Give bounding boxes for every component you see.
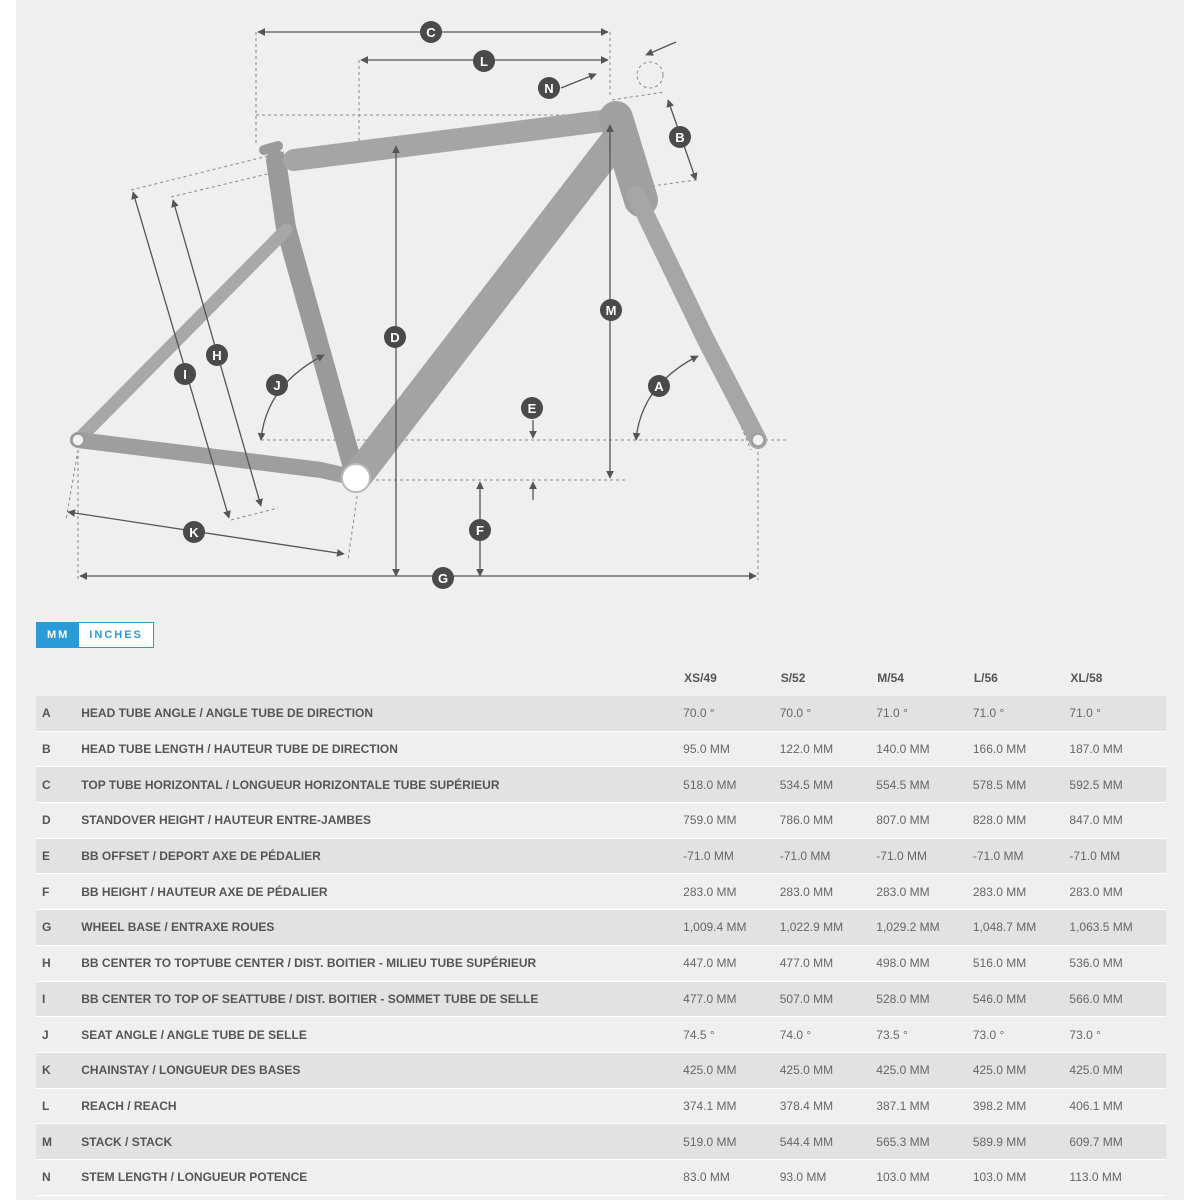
row-value: 283.0 MM [780,874,877,910]
bike-frame [78,118,758,478]
column-header-size: S/52 [780,671,806,685]
table-row [36,1017,1166,1053]
geometry-page [16,0,1184,1200]
marker-h [206,344,228,366]
svg-text:G: G [437,571,449,586]
row-letter: I [36,981,81,1017]
table-row [36,767,1166,803]
row-label: SEAT ANGLE / ANGLE TUBE DE SELLE [81,1017,683,1053]
row-value: -71.0 MM [780,838,877,874]
table-row [36,803,1166,839]
row-label: STEM LENGTH / LONGUEUR POTENCE [81,1159,683,1195]
row-value: 387.1 MM [876,1088,973,1124]
header-label [81,660,683,696]
dimension-lines [68,32,756,576]
row-label: BB OFFSET / DEPORT AXE DE PÉDALIER [81,838,683,874]
table-row [36,1159,1166,1195]
row-value: 592.5 MM [1069,767,1166,803]
row-value: 103.0 MM [973,1159,1070,1195]
svg-text:K: K [189,525,199,540]
table-row [36,981,1166,1017]
svg-text:B: B [675,130,685,145]
row-value: 103.0 MM [876,1159,973,1195]
row-letter: B [36,731,81,767]
svg-text:D: D [390,330,400,345]
column-header-size: M/54 [877,671,904,685]
svg-text:F: F [476,523,484,538]
svg-text:E: E [527,401,537,416]
svg-text:M: M [605,303,617,318]
row-value: 425.0 MM [683,1052,780,1088]
row-value: 578.5 MM [973,767,1070,803]
row-value: 71.0 ° [973,696,1070,731]
row-value: 283.0 MM [876,874,973,910]
row-value: 140.0 MM [876,731,973,767]
row-value: 518.0 MM [683,767,780,803]
row-value: 122.0 MM [780,731,877,767]
row-value: 73.0 ° [1069,1017,1166,1053]
row-value: 1,009.4 MM [683,910,780,946]
row-value: 536.0 MM [1069,945,1166,981]
row-letter: G [36,910,81,946]
row-value: 283.0 MM [973,874,1070,910]
row-label: BB CENTER TO TOPTUBE CENTER / DIST. BOITIER - MILIEU TUBE SUPÉRIEUR [81,945,683,981]
table-row [36,1088,1166,1124]
geometry-table [36,660,1166,1196]
row-label: WHEEL BASE / ENTRAXE ROUES [81,910,683,946]
geometry-table-body [36,696,1166,1195]
row-value: 425.0 MM [876,1052,973,1088]
marker-c [420,21,442,43]
marker-f [469,519,491,541]
row-label: REACH / REACH [81,1088,683,1124]
row-value: -71.0 MM [973,838,1070,874]
row-value: 71.0 ° [876,696,973,731]
row-value: 554.5 MM [876,767,973,803]
row-value: 786.0 MM [780,803,877,839]
row-letter: L [36,1088,81,1124]
row-value: 807.0 MM [876,803,973,839]
row-value: 74.5 ° [683,1017,780,1053]
marker-j [266,374,288,396]
table-row [36,1052,1166,1088]
row-value: 477.0 MM [780,945,877,981]
row-label: HEAD TUBE LENGTH / HAUTEUR TUBE DE DIRECTION [81,731,683,767]
row-letter: J [36,1017,81,1053]
header-letter [36,660,81,696]
mm-unit-button[interactable]: MM [37,623,79,647]
column-header-size: XS/49 [684,671,717,685]
table-row [36,696,1166,731]
row-value: 498.0 MM [876,945,973,981]
unit-toggle [36,622,154,648]
marker-m [600,299,622,321]
row-letter: H [36,945,81,981]
row-label: HEAD TUBE ANGLE / ANGLE TUBE DE DIRECTION [81,696,683,731]
row-value: 546.0 MM [973,981,1070,1017]
marker-i [174,363,196,385]
row-letter: C [36,767,81,803]
row-value: 1,048.7 MM [973,910,1070,946]
bottom-bracket [342,464,370,492]
row-value: 566.0 MM [1069,981,1166,1017]
column-header-size: L/56 [973,671,998,685]
table-row [36,1124,1166,1160]
column-header-size: XL/58 [1070,671,1103,685]
row-value: 507.0 MM [780,981,877,1017]
row-label: BB HEIGHT / HAUTEUR AXE DE PÉDALIER [81,874,683,910]
marker-g [432,567,454,589]
row-value: 519.0 MM [683,1124,780,1160]
svg-text:C: C [426,25,436,40]
svg-text:J: J [273,378,281,393]
row-value: 516.0 MM [973,945,1070,981]
row-value: 565.3 MM [876,1124,973,1160]
row-value: 544.4 MM [780,1124,877,1160]
front-dropout [752,434,764,446]
svg-text:I: I [183,367,187,382]
row-value: 73.5 ° [876,1017,973,1053]
table-row [36,945,1166,981]
row-label: TOP TUBE HORIZONTAL / LONGUEUR HORIZONTALE TUBE SUPÉRIEUR [81,767,683,803]
row-label: STANDOVER HEIGHT / HAUTEUR ENTRE-JAMBES [81,803,683,839]
row-value: 828.0 MM [973,803,1070,839]
row-label: STACK / STACK [81,1124,683,1160]
row-label: CHAINSTAY / LONGUEUR DES BASES [81,1052,683,1088]
row-value: 1,029.2 MM [876,910,973,946]
row-value: 847.0 MM [1069,803,1166,839]
row-value: 378.4 MM [780,1088,877,1124]
marker-k [183,521,205,543]
table-row [36,838,1166,874]
row-value: 609.7 MM [1069,1124,1166,1160]
svg-text:H: H [212,348,222,363]
row-value: 425.0 MM [1069,1052,1166,1088]
row-value: 425.0 MM [780,1052,877,1088]
row-letter: M [36,1124,81,1160]
row-value: 95.0 MM [683,731,780,767]
row-value: 113.0 MM [1069,1159,1166,1195]
rear-dropout [72,434,84,446]
marker-n [538,77,560,99]
row-value: -71.0 MM [876,838,973,874]
row-value: 398.2 MM [973,1088,1070,1124]
row-letter: A [36,696,81,731]
marker-e [521,397,543,419]
svg-text:N: N [544,81,554,96]
row-value: 759.0 MM [683,803,780,839]
inches-unit-button[interactable]: INCHES [79,623,153,647]
row-value: 70.0 ° [683,696,780,731]
table-row [36,874,1166,910]
row-value: -71.0 MM [683,838,780,874]
row-value: 589.9 MM [973,1124,1070,1160]
row-value: 1,063.5 MM [1069,910,1166,946]
table-row [36,910,1166,946]
row-value: 73.0 ° [973,1017,1070,1053]
svg-text:A: A [654,379,664,394]
row-value: 477.0 MM [683,981,780,1017]
svg-text:L: L [480,54,488,69]
construction-lines [66,32,786,580]
row-letter: E [36,838,81,874]
row-value: 534.5 MM [780,767,877,803]
row-value: 70.0 ° [780,696,877,731]
row-value: 1,022.9 MM [780,910,877,946]
row-letter: D [36,803,81,839]
marker-b [669,126,691,148]
row-value: 187.0 MM [1069,731,1166,767]
row-value: 93.0 MM [780,1159,877,1195]
table-row [36,731,1166,767]
row-value: 71.0 ° [1069,696,1166,731]
row-value: 374.1 MM [683,1088,780,1124]
row-letter: K [36,1052,81,1088]
marker-a [648,375,670,397]
row-letter: N [36,1159,81,1195]
row-value: 74.0 ° [780,1017,877,1053]
marker-d [384,326,406,348]
row-value: 283.0 MM [683,874,780,910]
row-value: 83.0 MM [683,1159,780,1195]
row-value: 166.0 MM [973,731,1070,767]
row-value: 425.0 MM [973,1052,1070,1088]
table-header-row [36,660,1166,696]
row-value: 447.0 MM [683,945,780,981]
row-value: 528.0 MM [876,981,973,1017]
row-letter: F [36,874,81,910]
row-label: BB CENTER TO TOP OF SEATTUBE / DIST. BOITIER - SOMMET TUBE DE SELLE [81,981,683,1017]
marker-l [473,50,495,72]
frame-geometry-diagram [16,0,1184,610]
row-value: 406.1 MM [1069,1088,1166,1124]
row-value: 283.0 MM [1069,874,1166,910]
row-value: -71.0 MM [1069,838,1166,874]
